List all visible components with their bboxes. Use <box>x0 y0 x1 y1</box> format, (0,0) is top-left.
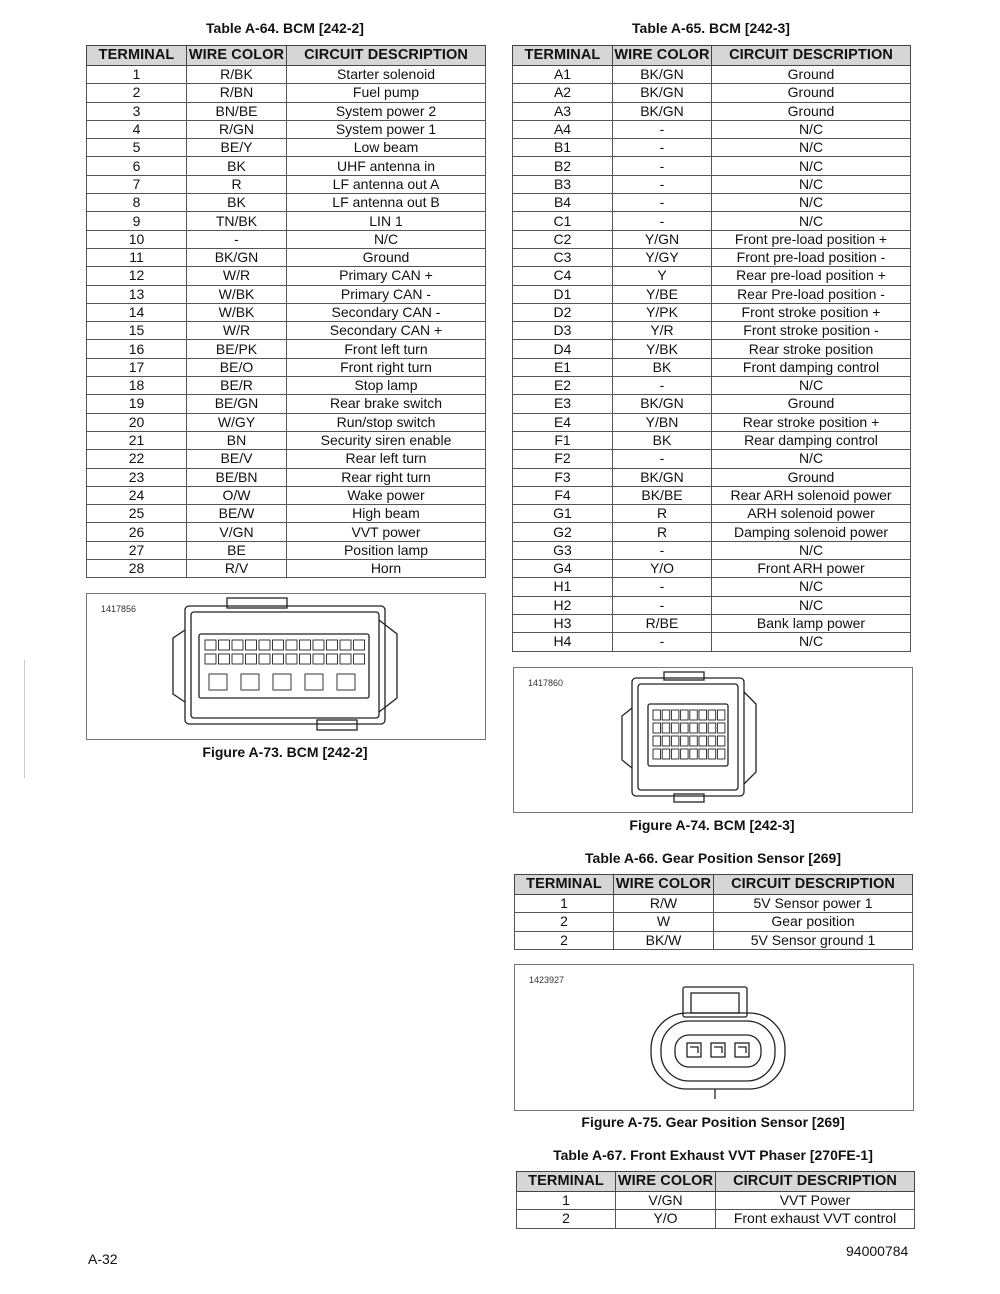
table-row <box>515 913 913 931</box>
wire-color-cell: Y/PK <box>613 303 712 321</box>
wire-color-cell: BK/GN <box>613 102 712 120</box>
table-row <box>87 66 486 84</box>
terminal-cell: E3 <box>513 395 613 413</box>
table-row <box>517 1210 915 1228</box>
terminal-cell: 21 <box>87 431 187 449</box>
circuit-description-cell: Front pre-load position - <box>712 248 911 266</box>
table-a65-caption: Table A-65. BCM [242-3] <box>632 20 790 36</box>
circuit-description-cell: Rear pre-load position + <box>712 267 911 285</box>
terminal-cell: 2 <box>517 1210 616 1228</box>
circuit-description-cell: UHF antenna in <box>287 157 486 175</box>
table-row <box>513 633 911 651</box>
wire-color-cell: BN <box>187 431 287 449</box>
terminal-cell: 18 <box>87 377 187 395</box>
table-row <box>513 413 911 431</box>
wire-color-cell: BK/GN <box>613 84 712 102</box>
table-row <box>513 120 911 138</box>
table-row <box>87 212 486 230</box>
circuit-description-cell: Ground <box>712 102 911 120</box>
terminal-cell: D2 <box>513 303 613 321</box>
terminal-cell: 2 <box>515 931 614 949</box>
circuit-description-cell: System power 2 <box>287 102 486 120</box>
wire-color-cell: BE/V <box>187 450 287 468</box>
table-row <box>513 560 911 578</box>
wire-color-cell: - <box>613 175 712 193</box>
table-header-row <box>513 46 911 66</box>
table-row <box>87 120 486 138</box>
wire-color-cell: - <box>613 212 712 230</box>
table-row <box>87 230 486 248</box>
figure-a74-caption: Figure A-74. BCM [242-3] <box>629 817 795 833</box>
table-row <box>513 102 911 120</box>
circuit-description-cell: Secondary CAN + <box>287 322 486 340</box>
terminal-cell: 17 <box>87 358 187 376</box>
table-row <box>87 285 486 303</box>
circuit-description-cell: Rear right turn <box>287 468 486 486</box>
page-number: A-32 <box>88 1251 118 1267</box>
circuit-description-cell: N/C <box>712 139 911 157</box>
circuit-description-cell: N/C <box>712 194 911 212</box>
terminal-cell: F3 <box>513 468 613 486</box>
circuit-description-cell: Security siren enable <box>287 431 486 449</box>
wire-color-cell: Y <box>613 267 712 285</box>
terminal-cell: 22 <box>87 450 187 468</box>
wire-color-header: WIRE COLOR <box>187 46 287 66</box>
table-row <box>87 139 486 157</box>
circuit-description-cell: LF antenna out B <box>287 194 486 212</box>
wire-color-cell: BE/Y <box>187 139 287 157</box>
table-header-row <box>87 46 486 66</box>
terminal-cell: E2 <box>513 377 613 395</box>
wire-color-cell: Y/GN <box>613 230 712 248</box>
circuit-description-cell: N/C <box>712 120 911 138</box>
terminal-cell: 5 <box>87 139 187 157</box>
figure-id: 1417856 <box>101 604 137 614</box>
terminal-cell: 1 <box>515 895 614 913</box>
circuit-description-cell: Rear stroke position + <box>712 413 911 431</box>
circuit-description-cell: Ground <box>712 84 911 102</box>
table-row <box>513 431 911 449</box>
figure-id: 1417860 <box>528 678 564 688</box>
table-a65-bcm-242-3 <box>512 45 911 652</box>
terminal-cell: 12 <box>87 267 187 285</box>
figure-a73-bcm-242-2 <box>86 593 486 740</box>
terminal-cell: A2 <box>513 84 613 102</box>
table-row <box>513 303 911 321</box>
wire-color-cell: - <box>613 139 712 157</box>
wire-color-cell: O/W <box>187 486 287 504</box>
circuit-description-cell: Starter solenoid <box>287 66 486 84</box>
table-row <box>87 267 486 285</box>
table-row <box>513 175 911 193</box>
wire-color-cell: - <box>613 450 712 468</box>
wire-color-cell: Y/BK <box>613 340 712 358</box>
terminal-cell: A4 <box>513 120 613 138</box>
table-row <box>87 505 486 523</box>
circuit-description-header: CIRCUIT DESCRIPTION <box>714 875 913 895</box>
figure-a74-bcm-242-3 <box>513 667 913 813</box>
terminal-cell: F1 <box>513 431 613 449</box>
circuit-description-cell: N/C <box>712 633 911 651</box>
terminal-cell: H2 <box>513 596 613 614</box>
wire-color-cell: Y/O <box>616 1210 716 1228</box>
terminal-cell: A3 <box>513 102 613 120</box>
circuit-description-header: CIRCUIT DESCRIPTION <box>712 46 911 66</box>
table-row <box>87 322 486 340</box>
terminal-header: TERMINAL <box>515 875 614 895</box>
terminal-cell: G4 <box>513 560 613 578</box>
terminal-cell: B4 <box>513 194 613 212</box>
table-row <box>87 523 486 541</box>
terminal-cell: 10 <box>87 230 187 248</box>
figure-id: 1423927 <box>529 975 565 985</box>
table-row <box>87 486 486 504</box>
wire-color-header: WIRE COLOR <box>616 1172 716 1192</box>
wire-color-cell: BK/GN <box>613 468 712 486</box>
table-a67-caption: Table A-67. Front Exhaust VVT Phaser [270FE-1] <box>553 1147 873 1163</box>
table-row <box>87 377 486 395</box>
wire-color-cell: V/GN <box>616 1192 716 1210</box>
circuit-description-cell: N/C <box>712 578 911 596</box>
wire-color-cell: W/R <box>187 322 287 340</box>
terminal-cell: E4 <box>513 413 613 431</box>
circuit-description-cell: Rear stroke position <box>712 340 911 358</box>
circuit-description-cell: Rear damping control <box>712 431 911 449</box>
wire-color-cell: Y/BE <box>613 285 712 303</box>
table-row <box>87 157 486 175</box>
circuit-description-cell: Fuel pump <box>287 84 486 102</box>
terminal-cell: G2 <box>513 523 613 541</box>
terminal-cell: 8 <box>87 194 187 212</box>
wire-color-cell: Y/R <box>613 322 712 340</box>
bcm-32-pin-connector-icon <box>514 668 912 812</box>
wire-color-cell: R/BE <box>613 614 712 632</box>
terminal-cell: C2 <box>513 230 613 248</box>
table-row <box>87 560 486 578</box>
terminal-cell: C1 <box>513 212 613 230</box>
terminal-cell: 25 <box>87 505 187 523</box>
table-row <box>513 596 911 614</box>
wire-color-cell: W <box>614 913 714 931</box>
circuit-description-cell: Ground <box>712 395 911 413</box>
table-row <box>513 340 911 358</box>
circuit-description-cell: Front right turn <box>287 358 486 376</box>
terminal-cell: D4 <box>513 340 613 358</box>
table-row <box>513 450 911 468</box>
terminal-cell: 15 <box>87 322 187 340</box>
wire-color-cell: BE/GN <box>187 395 287 413</box>
circuit-description-cell: 5V Sensor power 1 <box>714 895 913 913</box>
terminal-cell: B3 <box>513 175 613 193</box>
circuit-description-cell: N/C <box>712 157 911 175</box>
table-row <box>513 523 911 541</box>
wire-color-cell: Y/O <box>613 560 712 578</box>
wire-color-cell: TN/BK <box>187 212 287 230</box>
circuit-description-cell: Front pre-load position + <box>712 230 911 248</box>
terminal-cell: F4 <box>513 486 613 504</box>
wire-color-cell: BK <box>613 358 712 376</box>
terminal-cell: G1 <box>513 505 613 523</box>
terminal-header: TERMINAL <box>513 46 613 66</box>
circuit-description-cell: Damping solenoid power <box>712 523 911 541</box>
terminal-cell: H4 <box>513 633 613 651</box>
3-pin-sensor-connector-icon <box>515 965 913 1110</box>
wire-color-cell: Y/GY <box>613 248 712 266</box>
table-row <box>87 175 486 193</box>
circuit-description-cell: Primary CAN + <box>287 267 486 285</box>
wire-color-cell: BK <box>187 157 287 175</box>
circuit-description-cell: Horn <box>287 560 486 578</box>
circuit-description-cell: Position lamp <box>287 541 486 559</box>
table-row <box>513 322 911 340</box>
wire-color-cell: - <box>613 194 712 212</box>
terminal-cell: 14 <box>87 303 187 321</box>
wire-color-cell: R/V <box>187 560 287 578</box>
circuit-description-cell: LF antenna out A <box>287 175 486 193</box>
wire-color-cell: - <box>613 541 712 559</box>
terminal-cell: 3 <box>87 102 187 120</box>
terminal-cell: 4 <box>87 120 187 138</box>
terminal-cell: D3 <box>513 322 613 340</box>
terminal-cell: 27 <box>87 541 187 559</box>
table-row <box>513 212 911 230</box>
circuit-description-cell: Stop lamp <box>287 377 486 395</box>
circuit-description-cell: Front ARH power <box>712 560 911 578</box>
wire-color-cell: BE/R <box>187 377 287 395</box>
wire-color-cell: BE <box>187 541 287 559</box>
table-row <box>87 431 486 449</box>
table-row <box>87 84 486 102</box>
table-row <box>87 303 486 321</box>
wire-color-cell: R <box>613 523 712 541</box>
circuit-description-cell: Rear left turn <box>287 450 486 468</box>
terminal-cell: 11 <box>87 248 187 266</box>
terminal-cell: H3 <box>513 614 613 632</box>
circuit-description-header: CIRCUIT DESCRIPTION <box>716 1172 915 1192</box>
document-number: 94000784 <box>846 1243 909 1259</box>
circuit-description-cell: Front stroke position - <box>712 322 911 340</box>
table-header-row <box>517 1172 915 1192</box>
circuit-description-cell: System power 1 <box>287 120 486 138</box>
terminal-header: TERMINAL <box>517 1172 616 1192</box>
circuit-description-cell: LIN 1 <box>287 212 486 230</box>
table-row <box>515 931 913 949</box>
margin-rule <box>24 660 25 778</box>
circuit-description-cell: N/C <box>712 377 911 395</box>
table-row <box>513 84 911 102</box>
wire-color-cell: V/GN <box>187 523 287 541</box>
table-row <box>513 358 911 376</box>
wire-color-header: WIRE COLOR <box>613 46 712 66</box>
wire-color-cell: BK/GN <box>613 66 712 84</box>
wire-color-cell: - <box>613 578 712 596</box>
circuit-description-cell: ARH solenoid power <box>712 505 911 523</box>
terminal-cell: 6 <box>87 157 187 175</box>
wire-color-cell: BK <box>613 431 712 449</box>
circuit-description-cell: N/C <box>712 450 911 468</box>
terminal-cell: E1 <box>513 358 613 376</box>
circuit-description-cell: Wake power <box>287 486 486 504</box>
terminal-cell: C4 <box>513 267 613 285</box>
wire-color-cell: BE/W <box>187 505 287 523</box>
table-row <box>513 505 911 523</box>
circuit-description-cell: Rear brake switch <box>287 395 486 413</box>
table-row <box>513 194 911 212</box>
wire-color-cell: W/BK <box>187 303 287 321</box>
wire-color-cell: W/BK <box>187 285 287 303</box>
wire-color-cell: BN/BE <box>187 102 287 120</box>
circuit-description-cell: VVT Power <box>716 1192 915 1210</box>
wire-color-cell: BK/BE <box>613 486 712 504</box>
table-row <box>513 66 911 84</box>
table-row <box>87 248 486 266</box>
table-a64-caption: Table A-64. BCM [242-2] <box>206 20 364 36</box>
table-row <box>513 541 911 559</box>
bcm-28-pin-connector-icon <box>87 594 485 739</box>
wire-color-cell: R/W <box>614 895 714 913</box>
terminal-cell: D1 <box>513 285 613 303</box>
wire-color-cell: BK/W <box>614 931 714 949</box>
terminal-cell: 28 <box>87 560 187 578</box>
wire-color-cell: BE/O <box>187 358 287 376</box>
wire-color-cell: BE/PK <box>187 340 287 358</box>
circuit-description-cell: Ground <box>712 66 911 84</box>
table-row <box>513 230 911 248</box>
terminal-cell: 13 <box>87 285 187 303</box>
table-row <box>87 340 486 358</box>
terminal-cell: 7 <box>87 175 187 193</box>
circuit-description-cell: Run/stop switch <box>287 413 486 431</box>
table-row <box>87 413 486 431</box>
terminal-cell: 1 <box>87 66 187 84</box>
terminal-cell: 1 <box>517 1192 616 1210</box>
wire-color-cell: W/R <box>187 267 287 285</box>
circuit-description-cell: Bank lamp power <box>712 614 911 632</box>
circuit-description-cell: Gear position <box>714 913 913 931</box>
circuit-description-header: CIRCUIT DESCRIPTION <box>287 46 486 66</box>
circuit-description-cell: Ground <box>712 468 911 486</box>
table-row <box>513 486 911 504</box>
wire-color-cell: R/GN <box>187 120 287 138</box>
table-row <box>513 139 911 157</box>
wire-color-cell: BK <box>187 194 287 212</box>
wire-color-header: WIRE COLOR <box>614 875 714 895</box>
wire-color-cell: BK/GN <box>187 248 287 266</box>
figure-a75-caption: Figure A-75. Gear Position Sensor [269] <box>581 1114 845 1130</box>
wire-color-cell: W/GY <box>187 413 287 431</box>
table-row <box>513 248 911 266</box>
table-row <box>87 541 486 559</box>
circuit-description-cell: High beam <box>287 505 486 523</box>
table-a66-gear-position-sensor <box>514 874 913 950</box>
table-a67-front-exhaust-vvt-phaser <box>516 1171 915 1229</box>
terminal-cell: 2 <box>515 913 614 931</box>
circuit-description-cell: N/C <box>712 175 911 193</box>
table-row <box>513 157 911 175</box>
terminal-header: TERMINAL <box>87 46 187 66</box>
wire-color-cell: - <box>187 230 287 248</box>
wire-color-cell: - <box>613 596 712 614</box>
table-row <box>513 377 911 395</box>
table-row <box>87 395 486 413</box>
terminal-cell: A1 <box>513 66 613 84</box>
terminal-cell: F2 <box>513 450 613 468</box>
circuit-description-cell: N/C <box>287 230 486 248</box>
circuit-description-cell: VVT power <box>287 523 486 541</box>
table-row <box>517 1192 915 1210</box>
wire-color-cell: BE/BN <box>187 468 287 486</box>
terminal-cell: 23 <box>87 468 187 486</box>
figure-a73-caption: Figure A-73. BCM [242-2] <box>202 744 368 760</box>
terminal-cell: 26 <box>87 523 187 541</box>
wire-color-cell: R/BN <box>187 84 287 102</box>
wire-color-cell: R <box>187 175 287 193</box>
circuit-description-cell: N/C <box>712 212 911 230</box>
table-a66-caption: Table A-66. Gear Position Sensor [269] <box>585 850 841 866</box>
wire-color-cell: - <box>613 157 712 175</box>
circuit-description-cell: N/C <box>712 596 911 614</box>
wire-color-cell: - <box>613 633 712 651</box>
terminal-cell: G3 <box>513 541 613 559</box>
terminal-cell: 24 <box>87 486 187 504</box>
table-row <box>513 267 911 285</box>
terminal-cell: H1 <box>513 578 613 596</box>
table-row <box>513 395 911 413</box>
terminal-cell: C3 <box>513 248 613 266</box>
circuit-description-cell: Ground <box>287 248 486 266</box>
table-row <box>87 194 486 212</box>
circuit-description-cell: 5V Sensor ground 1 <box>714 931 913 949</box>
table-a64-bcm-242-2 <box>86 45 486 578</box>
circuit-description-cell: N/C <box>712 541 911 559</box>
terminal-cell: B2 <box>513 157 613 175</box>
table-row <box>513 468 911 486</box>
wire-color-cell: - <box>613 377 712 395</box>
table-header-row <box>515 875 913 895</box>
table-row <box>87 468 486 486</box>
terminal-cell: 20 <box>87 413 187 431</box>
wire-color-cell: - <box>613 120 712 138</box>
circuit-description-cell: Low beam <box>287 139 486 157</box>
table-row <box>513 578 911 596</box>
table-row <box>513 614 911 632</box>
wire-color-cell: R <box>613 505 712 523</box>
circuit-description-cell: Front damping control <box>712 358 911 376</box>
wire-color-cell: Y/BN <box>613 413 712 431</box>
wire-color-cell: R/BK <box>187 66 287 84</box>
figure-a75-gear-position-sensor <box>514 964 914 1111</box>
circuit-description-cell: Primary CAN - <box>287 285 486 303</box>
table-row <box>87 358 486 376</box>
table-row <box>515 895 913 913</box>
terminal-cell: 19 <box>87 395 187 413</box>
terminal-cell: 16 <box>87 340 187 358</box>
table-row <box>87 450 486 468</box>
terminal-cell: B1 <box>513 139 613 157</box>
circuit-description-cell: Rear Pre-load position - <box>712 285 911 303</box>
terminal-cell: 2 <box>87 84 187 102</box>
terminal-cell: 9 <box>87 212 187 230</box>
table-row <box>513 285 911 303</box>
circuit-description-cell: Secondary CAN - <box>287 303 486 321</box>
circuit-description-cell: Front exhaust VVT control <box>716 1210 915 1228</box>
table-row <box>87 102 486 120</box>
circuit-description-cell: Front stroke position + <box>712 303 911 321</box>
circuit-description-cell: Rear ARH solenoid power <box>712 486 911 504</box>
wire-color-cell: BK/GN <box>613 395 712 413</box>
circuit-description-cell: Front left turn <box>287 340 486 358</box>
